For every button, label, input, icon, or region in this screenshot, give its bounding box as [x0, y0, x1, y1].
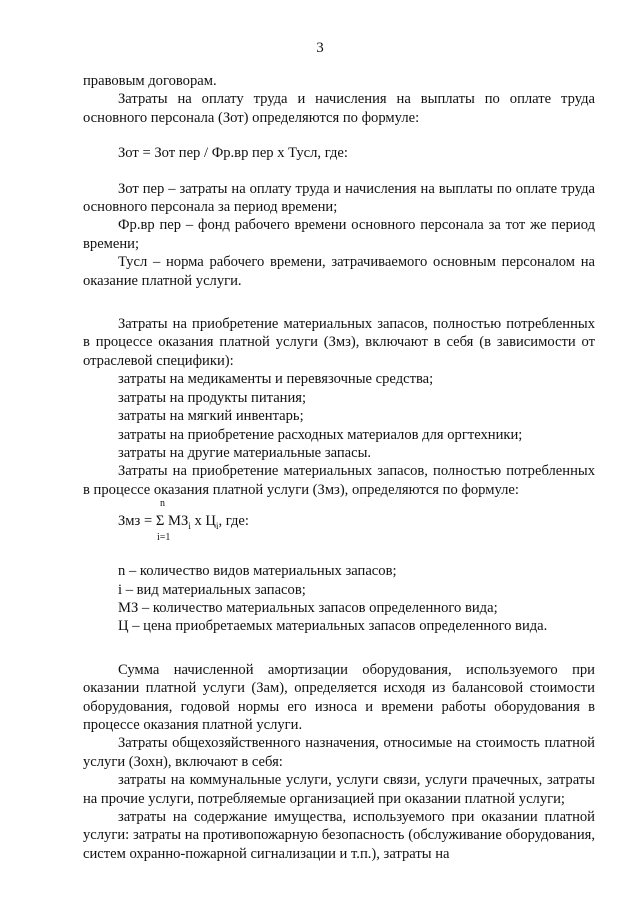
list-item: затраты на медикаменты и перевязочные средства;	[118, 371, 434, 388]
page-number: 3	[316, 40, 324, 56]
paragraph: Затраты на оплату труда и начисления на выплаты по оплате труда основного персонала (Зот) определяются по формуле:	[83, 91, 595, 126]
paragraph: затраты на коммунальные услуги, услуги связи, услуги прачечных, затраты на прочие услуги, потребляемые организацией при оказании платной услуги;	[83, 772, 595, 807]
paragraph: Сумма начисленной амортизации оборудования, используемого при оказании платной услуги (Зам), определяется исходя из балансовой стоимости оборудования, годовой нормы его износа и времени работы оборудования в процессе оказания платной услуги.	[83, 661, 595, 733]
sum-upper-limit: n	[160, 498, 165, 510]
list-item: затраты на мягкий инвентарь;	[118, 408, 304, 425]
paragraph: правовым договорам.	[83, 73, 217, 89]
sum-lower-limit: i=1	[157, 532, 171, 544]
paragraph: Затраты на приобретение материальных запасов, полностью потребленных в процессе оказания платной услуги (Змз), определяются по формуле:	[83, 463, 595, 498]
formula: Зот = Зот пер / Фр.вр пер х Тусл, где:	[118, 145, 348, 162]
paragraph: Фр.вр пер – фонд рабочего времени основного персонала за тот же период времени;	[83, 217, 595, 252]
paragraph: Затраты на приобретение материальных запасов, полностью потребленных в процессе оказания платной услуги (Змз), включают в себя (в зависимости от отраслевой специфики):	[83, 316, 595, 369]
paragraph: Затраты общехозяйственного назначения, относимые на стоимость платной услуги (Зохн), включают в себя:	[83, 735, 595, 770]
paragraph: Зот пер – затраты на оплату труда и начисления на выплаты по оплате труда основного персонала за период времени;	[83, 180, 595, 216]
list-item: затраты на приобретение расходных материалов для оргтехники;	[118, 426, 523, 443]
paragraph: Тусл – норма рабочего времени, затрачиваемого основным персоналом на оказание платной услуги.	[83, 254, 595, 289]
list-item: затраты на продукты питания;	[118, 389, 307, 406]
definition: i – вид материальных запасов;	[118, 581, 306, 598]
list-item: затраты на другие материальные запасы.	[118, 444, 372, 461]
definition: n – количество видов материальных запасов;	[118, 563, 397, 580]
definition: Ц – цена приобретаемых материальных запасов определенного вида.	[118, 618, 548, 635]
sum-expression: Змз = Σ $МЗ_i$ х $Ц_i$, где:	[118, 513, 249, 532]
sum-formula	[83, 499, 595, 545]
paragraph: затраты на содержание имущества, используемого при оказании платной услуги: затраты на противопожарную безопасность (обслуживание оборудования, систем охранно-пожарной сигнализации и т.п.), затраты на	[83, 809, 595, 862]
definition: МЗ – количество материальных запасов определенного вида;	[118, 599, 498, 616]
document-body	[83, 72, 595, 863]
